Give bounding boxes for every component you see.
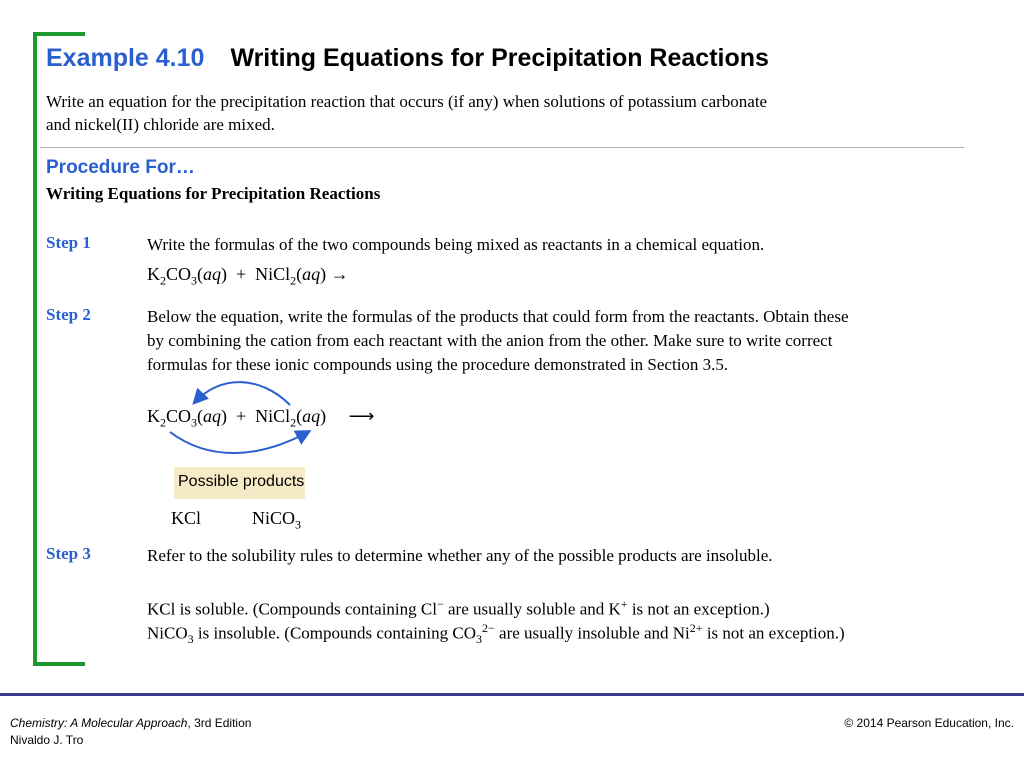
step-2-line-2: by combining the cation from each reactant with the anion from the other. Make sure to write correct bbox=[147, 331, 833, 350]
intro-text bbox=[46, 90, 926, 136]
intro-line-2: and nickel(II) chloride are mixed. bbox=[46, 115, 275, 134]
step-1-label: Step 1 bbox=[46, 233, 91, 252]
top-arrow bbox=[195, 382, 290, 405]
example-label: Example 4.10 bbox=[46, 44, 205, 72]
footer-author: Nivaldo J. Tro bbox=[10, 733, 84, 747]
footer-book-title: Chemistry: A Molecular Approach bbox=[10, 716, 188, 730]
divider bbox=[40, 147, 964, 148]
step-3-text: Refer to the solubility rules to determine whether any of the possible products are insoluble. bbox=[147, 546, 773, 565]
bottom-arrow bbox=[170, 432, 308, 453]
step-1-equation: $K_2CO_3(aq)$ + NiCl$_2$(aq) → bbox=[147, 264, 349, 288]
step-3-label: Step 3 bbox=[46, 544, 91, 563]
intro-line-1: Write an equation for the precipitation reaction that occurs (if any) when solutions of potassium carbonate bbox=[46, 92, 768, 111]
step-2-line-1: Below the equation, write the formulas of the products that could form from the reactants. Obtain these bbox=[147, 307, 849, 326]
procedure-heading: Procedure For… bbox=[46, 157, 195, 178]
footer-edition: , 3rd Edition bbox=[187, 716, 252, 730]
step-2-line-3: formulas for these ionic compounds using the procedure demonstrated in Section 3.5. bbox=[147, 355, 729, 374]
page-title bbox=[46, 44, 769, 73]
procedure-subheading: Writing Equations for Precipitation Reactions bbox=[46, 184, 381, 203]
footer-line bbox=[0, 693, 1024, 696]
step-2-text bbox=[147, 305, 849, 377]
step-1-text: Write the formulas of the two compounds being mixed as reactants in a chemical equation. bbox=[147, 235, 765, 254]
possible-products-box bbox=[174, 467, 305, 499]
footer-book bbox=[10, 716, 251, 730]
kcl-solubility-note: KCl is soluble. (Compounds containing Cl− are usually soluble and K+ is not an exception.) bbox=[147, 597, 770, 619]
title-text: Writing Equations for Precipitation Reactions bbox=[230, 44, 769, 72]
step-2-equation: $K_2CO_3(aq)$ + NiCl$_2$(aq) ⟶ bbox=[147, 406, 375, 430]
possible-products-label: Possible products bbox=[178, 473, 305, 490]
product-nico3: NiCO$_3$ bbox=[252, 508, 302, 532]
product-kcl: KCl bbox=[171, 508, 202, 528]
nico3-solubility-note: NiCO$_3$ is insoluble. (Compounds containing $CO_3^{2-}$ are usually insoluble and $Ni^{2+}$ is not an exception.) bbox=[147, 621, 845, 647]
footer-copyright: © 2014 Pearson Education, Inc. bbox=[844, 716, 1014, 730]
step-2-label: Step 2 bbox=[46, 305, 91, 324]
